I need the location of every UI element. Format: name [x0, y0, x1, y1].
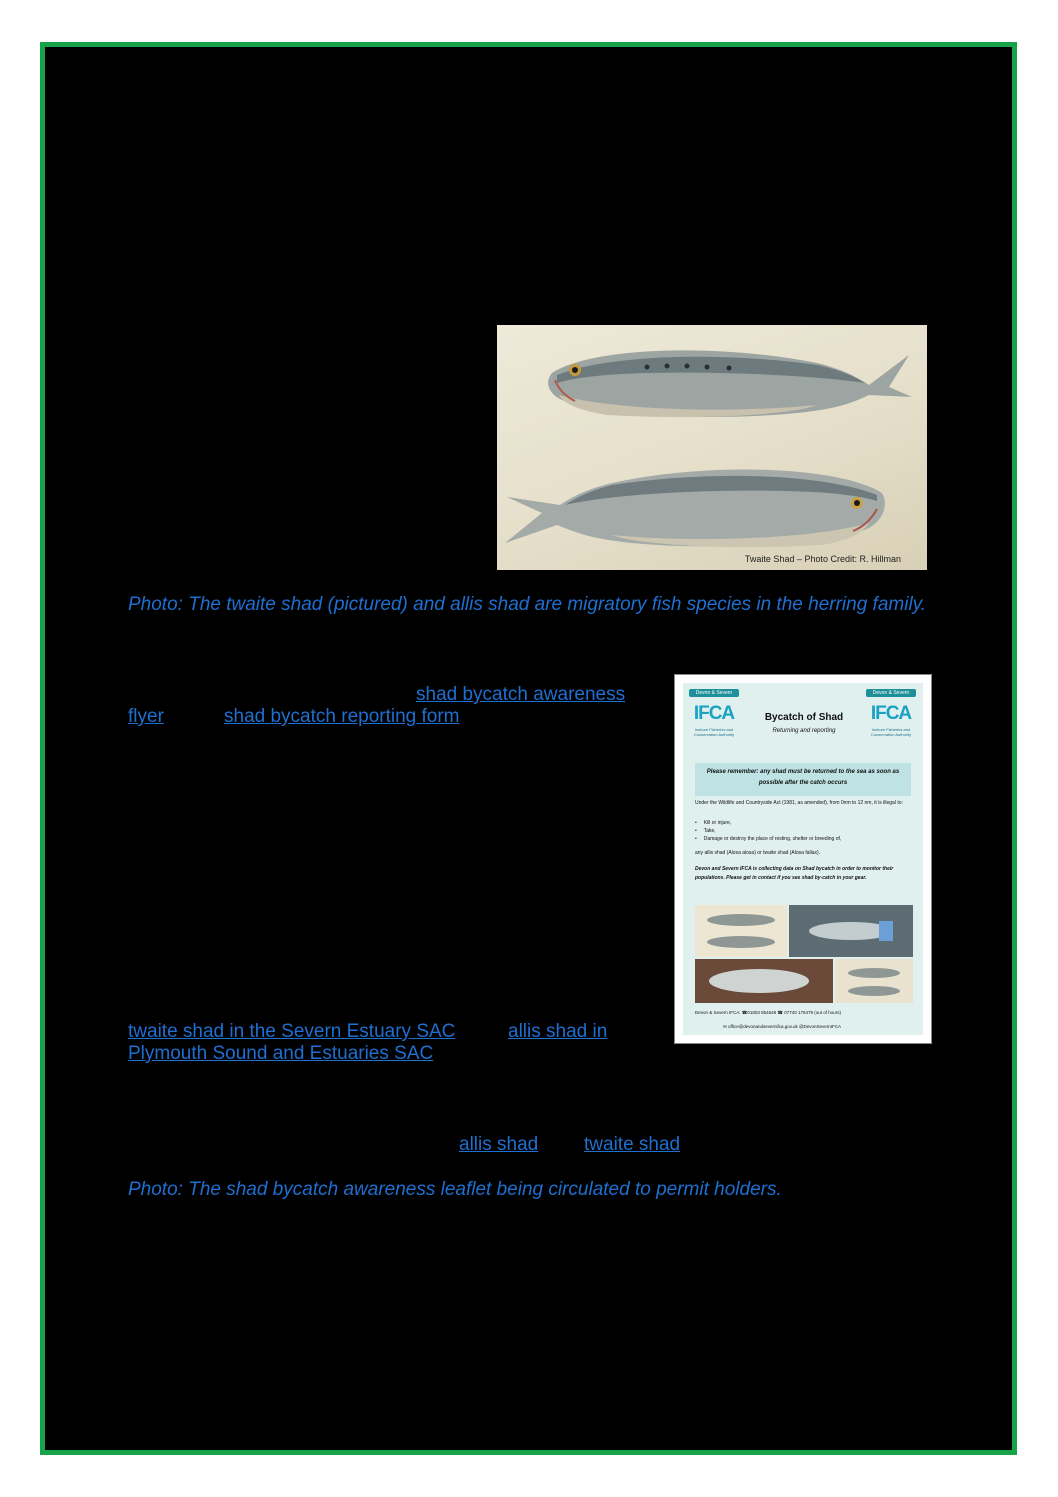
- reporting-form-link[interactable]: shad bycatch reporting form: [224, 706, 460, 727]
- leaflet-bullet-text: Kill or injure,: [703, 820, 732, 826]
- ifca-badge-top: Devon & Severn: [689, 689, 739, 697]
- ifca-badge-sub: Inshore Fisheries and Conservation Authority: [693, 727, 735, 737]
- leaflet-bullet-text: Take,: [703, 828, 716, 834]
- ifca-badge-sub: Inshore Fisheries and Conservation Authority: [870, 727, 912, 737]
- leaflet-bullets: [695, 819, 909, 843]
- ifca-badge-logo: IFCA: [693, 703, 735, 724]
- leaflet-act-text: Under the Wildlife and Countryside Act (1981, as amended), from 0nm to 12 nm, it is illegal to:: [695, 800, 903, 806]
- photo-credit: Twaite Shad – Photo Credit: R. Hillman: [744, 554, 901, 564]
- leaflet-photo-twaite: [695, 905, 787, 957]
- ifca-logo-left: [689, 689, 739, 747]
- leaflet-collecting-text: Devon and Severn IFCA is collecting data on Shad bycatch in order to monitor their populations. Please get in contact if you see shad by-catch in your gear.: [695, 866, 894, 881]
- leaflet-bullet: • Damage or destroy the place of resting, shelter or breeding of,: [695, 836, 842, 842]
- leaflet-species-text: any allis shad (Alosa alosa) or twaite shad (Alosa fallax).: [695, 850, 821, 856]
- awareness-flyer-link-part2[interactable]: flyer: [128, 706, 164, 727]
- leaflet-photo-handheld: [789, 905, 913, 957]
- leaflet-subtitle: Returning and reporting: [772, 728, 836, 734]
- ifca-logo-right: [866, 689, 916, 747]
- fish-photo-caption: Photo: The twaite shad (pictured) and allis shad are migratory fish species in the herring family.: [128, 594, 927, 615]
- shad-leaflet-image: [674, 674, 932, 1044]
- plymouth-sound-link-part2[interactable]: Plymouth Sound and Estuaries SAC: [128, 1043, 434, 1064]
- leaflet-bullet: • Kill or injure,: [695, 820, 732, 826]
- leaflet-email: ✉ office@devonandsevernifca.gov.uk @DevonSevernIFCA: [723, 1024, 842, 1029]
- leaflet-body: [683, 683, 923, 1035]
- awareness-flyer-link-part1[interactable]: shad bycatch awareness: [416, 684, 626, 705]
- leaflet-bullet-text: Damage or destroy the place of resting, shelter or breeding of,: [703, 836, 842, 842]
- severn-estuary-link[interactable]: twaite shad in the Severn Estuary SAC: [128, 1021, 456, 1042]
- ifca-badge-top: Devon & Severn: [866, 689, 916, 697]
- leaflet-photo-small: [835, 959, 913, 1003]
- leaflet-title: Bycatch of Shad: [764, 712, 844, 723]
- leaflet-phone: Devon & Severn IFCA: ☎01803 854648 ☎ 07740 175479 (out of hours): [695, 1010, 842, 1015]
- ifca-badge-logo: IFCA: [870, 703, 912, 724]
- allis-shad-link[interactable]: allis shad: [459, 1134, 539, 1155]
- twaite-shad-photo: [497, 325, 927, 570]
- leaflet-photo-allis: [695, 959, 833, 1003]
- twaite-shad-link[interactable]: twaite shad: [584, 1134, 681, 1155]
- leaflet-reminder-box: [695, 763, 911, 796]
- leaflet-caption: Photo: The shad bycatch awareness leaflet being circulated to permit holders.: [128, 1179, 782, 1200]
- leaflet-bullet: • Take,: [695, 828, 716, 834]
- leaflet-reminder-text: Please remember: any shad must be returned to the sea as soon as possible after the catch occurs: [706, 769, 900, 786]
- fish-illustration: [497, 325, 927, 570]
- plymouth-sound-link-part1[interactable]: allis shad in: [508, 1021, 608, 1042]
